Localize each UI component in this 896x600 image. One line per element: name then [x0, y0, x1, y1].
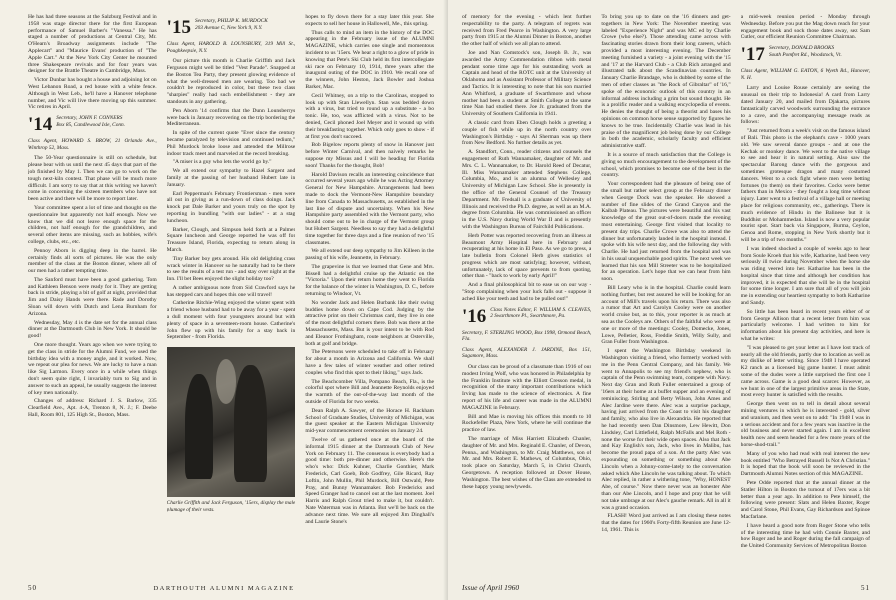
- paragraph: Pete Odde reported that at the annual dinner at the Statler Hilton in Boston the turnout of 17ers was a bit better than a year ago. In addition to Pete himself, the following were present: Slats and Helen Baxter, Roger and Carol Stone, Phil Evans, Gay Richardson and Spinoe Macfarlane.: [740, 480, 870, 520]
- paragraph: Bill and Mae is moving his offices this month to 10 Rockefeller Plaza, New York, where he will continue the practice of law.: [462, 413, 592, 434]
- photo-caption: Charlie Griffith and Jack Ferguson, '15ers, display the male plumage of their vests.: [166, 500, 296, 513]
- class-heading-14: [28, 115, 157, 134]
- secretary-name: Secretary, DONALD BROOKS: [768, 45, 835, 52]
- left-column-1: [28, 14, 157, 570]
- paragraph: Victor Dunbar has bought a house and adjoining lot on West Lebanon Road, a red house with a white fence. Although in West Leb., he'll have a Hanover telephone number, and Vic will live there moving up this summer. Vic retires in April.: [28, 77, 157, 111]
- paragraph: The Petersons were scheduled to take off in February for about a month in Arizona and California. We shall have a few tales of winter weather and other retired couples who find this spot to their liking," says Jack.: [305, 349, 435, 376]
- paragraph: Our picture this month is Charlie Griffith and Jack Ferguson might well be titled "Vest Parade". Snapped at the Boston Tea Party, they present glowing evidence of what the well-dressed men are wearing. Too bad we couldn't be reproduced in color, but these two class "sharpies" really had such embellishment - they are standouts in any gathering.: [166, 58, 296, 105]
- paragraph: of memory for the evening - which lent further respectability to the party. A telegram of regrets was received from Fred Pearce in Washington. A very large party from 1915 at the Alumni Dinner in Boston, another the other half of which we all plan to attend.: [462, 14, 592, 48]
- secretary-address: South Pomfret Rd., Woodstock, Vt.: [768, 51, 842, 58]
- right-column-2: [601, 14, 730, 570]
- paragraph: Changes of address: Richard J. S. Barlow, 335 Clearfield Ave., Apt. 4-A, Trenton 8, N. J.; F. Deebe Hall, Room 801, 125 High St., Boston, Mass.: [28, 398, 157, 419]
- paragraph: He has had three seasons at the Salzburg Festival and in 1958 was stage director there for the first European performance of Samuel Barber's "Vanessa." He has staged a number of productions at Central City, Mr. O'Hearn's Broadway assignments include "The Applecart" and "Maurice Evans' production of "The Apple Cart." At the New York City Center he mounted three Shakespeare revivals and for four years was designer for the Brattle Theatre in Cambridge, Mass.: [28, 14, 157, 75]
- paragraph: Many of you who had read with real interest the new book entitled "Who Betrayed Russell Is Not A Christian." It is hoped that the book will soon be reviewed in the Dartmouth Alumni Notes section of this MAGAZINE.: [740, 450, 870, 478]
- class-heading-17: [741, 45, 870, 64]
- paragraph: One more thought. Years ago when we were trying to get the class in stride for the Alumni Fund, we used the birthday idea with a money angle, and it worked. Now, we repeat our plea for news. We are lucky to have a man like Sig Larmon. Every once in a while when things don't seem quite right, I invariably turn to Sig and in answer to such an appeal, he usually suggests the interest of key men nationally.: [28, 342, 157, 396]
- class-heading-15: [167, 18, 296, 37]
- paragraph: No wonder Jack and Helen Burbank like their swing buddies home down on Cape Cod. Judging by the attractive print on their Christmas card, they live in one of the most delightful corners there. Bob was there at the Massachusetts, Mass. But is your intent to be with Rod and Eleanor Frothingham, route neighbors at Osterville, both at golf and bridge.: [305, 299, 435, 347]
- paragraph: The Beachcomber Villa, Pompano Beach, Fla., is the colorful spot where Bill and Jeannette Reynolds enjoyed the warmth of the out-of-the-way last month of the outside of Florida for two weeks.: [305, 378, 435, 406]
- secretary-name: Secretary, JOHN F. CONNERS: [56, 115, 123, 122]
- class-secretary-2: Secretary, F. STERLING WOOD, Box 1998, Ormond Beach, Fla.: [462, 329, 592, 343]
- paragraph: Pen Aborn '14 confirms that the Dunn Lounsberrys were back in January recovering on the trip bordering the Mediterranean.: [166, 107, 296, 128]
- left-column-2: [167, 14, 296, 570]
- paragraph: The marriage of Miss Harriett Elizabeth Chanler, daughter of Mr. and Mrs. Reginald E. Chanler, of Devon, Penna., and Washington, to Mr. Craig Matthews, son of Mr. and Mrs. Robert E. Mathews, of Columbus, Ohio, took place on Saturday, March 5, in Christ Church, Georgetown. A reception followed at Dover House, Washington. The best wishes of the Class are extended to these happy young newlyweds.: [462, 436, 592, 490]
- paragraph: I spent the Washington Birthday weekend in Washington visiting a friend, who formerly worked with me in the Penn Central Company, and his family. We went to Annapolis to see my friend's nephew, who is captain of the Penn swimming team, compete with Navy. Next day Gran and Ruth Fuller entertained a group of '16ers at their home at a buffet supper and an evening of reminiscing. Stirling and Betty Wilson, John Ames and Alec Jardine were there. Alec was a surprise package, having just arrived from the Coast to visit his daughter and family, who also live in Alexandria. He reported that he had recently seen Dan Dinsmore, Lew Hewitt, Don Lindsley, Carl Littlefield, Ralph McFalls and Mel Roth - none the worse for their wide open spaces. Also that Jack and Kay English's son, Jack, who lives in Malibu, has become the proud papa of a son. At the party Alec was expounding on something or something about Abe Lincoln when a Johnny-come-lately to the conversation asked which Abe Lincoln he was talking about. To which Alec replied, in rather a withering tone, "Why, HONEST Abe, of course." Now there never was an honester Abe than our Abe Lincoln, and I hope and pray that he will not take umbrage at our Alec's gauche remark. All in all it was a grand occasion.: [601, 348, 731, 511]
- paragraph: Our class can be proud of a classmate than 1916 of our modest Irving Wolf, who was honored in Philadelphia by the Franklin Institute with the Elliott Cresson medal, in recognition of the many important contributions which Irving has made to the science of electronics. A fine report of his life and career was made in the ALUMNI MAGAZINE in February.: [462, 364, 592, 411]
- class-year: '17: [740, 44, 765, 66]
- class-year: '14: [28, 114, 53, 136]
- paragraph: The Sanford must have been a good gathering. Tom and Kathleen Benson were ready for it. They are getting back in stride, playing a bit of golf at night, provided that Jim and Daisy Hands were there. Rade and Dorothy Sloan will down with Dutch and Lena Burnham for Arizona.: [28, 276, 157, 317]
- right-column-1: [462, 14, 591, 570]
- paragraph: I have heard a good note from Roger Stone who tells of the interesting time he had with Connie Baxter, and how Roger and he and Roger during the fall campaign of the United Community Services of Metropolitan Boston: [740, 522, 870, 550]
- paragraph: And a final philosophical bit to ease us on our way - "Stop complaining when your luck falls out - suppose it ached like your teeth and had to be pulled out!": [462, 282, 592, 302]
- paragraph: So little has been heard in recent years either of or from George Allison that a recent letter from him was particularly welcome. I had written to him for information about his present day activities, and here is what he writes:: [740, 308, 870, 343]
- page-number-right: 51: [861, 584, 870, 592]
- paragraph: Harold Davison recalls an interesting coincidence that occurred several years ago while he was Acting Attorney General for New Hampshire. Arrangements had been made to dock the Vermont-New Hampshire boundary line from Canada to Massachusetts, as established in the last line of dispute and uncertainty. When his New Hampshire party assembled with the Vermont party, who should come out to be in charge of the Vermont group but Hubert Sargent. Needless to say they had a delightful time together for three days and a fine reunion of two '15 classmates.: [305, 171, 435, 246]
- paragraph: "I was pleased to get your letter as I have lost track of nearly all the old friends, partly due to location as well as my dislike of letter writing. Since 1948 I have operated K2 ranch as a licensed big game hunter. I must admit some of the dudes were a little surprised the first one I came across. Game is a good deal scarcer. However, as we hunt in one of the largest primitive areas in the State, most every hunter is satisfied with the results.: [740, 344, 870, 399]
- left-page-columns: [28, 14, 434, 570]
- class-year: '16: [462, 305, 487, 327]
- class-secretary-info: [490, 307, 591, 320]
- class-agent: Class Agent, ALEXANDER J. JARDINE, Box 151, Sagamore, Mass.: [462, 346, 592, 360]
- paragraph: The grapevine is that we learned that Gene and Mrs. Bissell had a delightful cruise up the Atlantic on the "Victoria." Upon their return home they went to Florida for the balance of the winter in Washington, D. C., before returning to Windsor, Vt.: [305, 263, 435, 298]
- paragraph: Barker, Clough, and Simpson held forth at a Palmer Square luncheon and George reported he was off for Treasure Island, Florida, expecting to return along in March.: [166, 226, 296, 253]
- secretary-address: Box 85, Candlewood Isle, Conn.: [56, 121, 125, 128]
- paragraph: It is a source of much satisfaction that the College is giving so much encouragement to the development of the school, which promises to become one of the best in the country.: [601, 151, 731, 179]
- paragraph: Joe and Nan Comstock's son, Joseph B. Jr., was awarded the Army Commendation ribbon with metal pendant some time ago for his outstanding work as Captain and head of the ROTC unit at the University of Oklahoma and as Assistant Professor of Military Science and Tactics. It is interesting to note that his son married Ann Whitford, a graduate of Swarthmore and whose mother had been a student at Smith College at the same time Nan had studied there. Joe Jr. graduated from the University of Southern California in 1941.: [462, 49, 592, 118]
- class-agent: Class Agent, WILLIAM G. EATON, 6 Wyeth Rd., Hanover, N. H.: [740, 68, 870, 81]
- paragraph: Bill Leary who is in the hospital. Charlie could learn nothing further, but rest assured he will be looking for an account of Mill's travels upon his return. There was also a rumor that Art and Carolyn Cooley were on another world cruise but, as to this, your reporter is as much at sea as the Cooleys are. Others of the faithful who were at one or more of the meetings: Cooley, Domecke, Jones, Lowe, Pelletier, Ross, Freddie Smith, Willy Sully, and Gran Fuller from Washington.: [601, 285, 731, 346]
- paragraph: Herb Potter was reported recovering from an illness at Beaumont Army Hospital here in February and recuperating at his home in El Paso. As we go to press, a late bulletin from Colonel Herb gives statistics of progress which are most satisfying; however, without, unfortunately, lack of space prevents to from quoting, other than - "back to work by early April!": [462, 232, 592, 280]
- paragraph: Larry and Louise Rouse certainly are seeing the unusual on their trip to Indonesia! A card from Larry dated January 20, and mailed from Djakarta, pictures fantastically carved woodwork surrounding the entrance to a cave, and the accompanying message reads as follows:: [740, 85, 870, 126]
- class-secretary-info: [195, 18, 268, 31]
- paragraph: Dean Ralph A. Sawyer, of the Horace H. Rackham School of Graduate Studies, University of Michigan, was the guest speaker at the Eastern Michigan University mid-year commencement ceremonies on January 24.: [305, 407, 435, 435]
- class-agent: Class Agent, HAROLD B. LOUNSBURY, 319 Mill St., Poughkeepsie, N.Y.: [166, 41, 296, 54]
- right-column-3: [741, 14, 870, 570]
- issue-label: Issue of April 1960: [462, 583, 520, 592]
- paragraph: The 50-Year questionnaire is still on schedule, but please bear with us until the next 45 days that part of the job finished by May 1. Then we can go to work on the tough next-kiln contest. That phase will be much more difficult. I am sorry to say that at this writing we haven't come in concerning the sixteen members who have not been active and there will be more to report later.: [28, 155, 157, 203]
- paragraph: A classic card from Eben Clough holds a greeting a couple of fish while up in the north country over Washington's Birthday - says Al Sherman was up there from New Bedford. No further details as yet.: [462, 119, 592, 147]
- person-figure: [234, 365, 267, 482]
- paragraph: Bob Bigelow reports plenty of snow in Hanover just before Winter Carnival, and then naively remarks he suppose my Missus and I will be heading for Florida soon! Thanks for the thought, Bob!: [305, 142, 435, 169]
- paragraph: a mid-week reunion period - Monday through Wednesday. Before you put the Mag down reach for your engagement book and sock those dates away, sez Sam Cutler, our efficient Reunion Committee Chairman.: [740, 14, 870, 41]
- paragraph: A. Standfort, Conn., reader citizens and counsels the engagement of Ruth Wannamaker, daughter of Mr. and Mrs. C. L. Wannamaker, to Dr. Harold Reed of Decatur, Ill. Miss Wannamaker attended Stephens College, Columbia, Mo., and is an alumna of Wellesley and University of Michigan Law School. She is presently in the office of the General Counsel of the Treasury Department. Mr. Fredsall is a graduate of University of Illinois and received the Ph.D. degree, as well as an M.A. degree from Columbia. He was commissioned an officer in the U.S. Navy during World War II and is presently with the Washington Bureau of Fairchild Publications.: [462, 149, 592, 230]
- class-photo: [167, 347, 296, 497]
- paragraph: We all extend our deep sympathy to Jim Killeen in the passing of his wife, Jeannette, in February.: [305, 248, 435, 262]
- paragraph: In spite of the current quote "Ever since the century became paralyzed by television and continued tedium," Phil Murdock broke loose and attended the Millrose indoor track meet and marveled at the record breaking.: [166, 130, 296, 157]
- paragraph: Cecil Whitney, on a trip to the Carolinas, stopped to look up with Stan Llewellyn. Stan was bedded down with a virus, but tried to round up a substitute - a bo tonic. He, too, was afflicted with a virus. Not to be denied, Cecil phoned Joel Meyer and it wound up with their breakfasting together. Which only goes to show - if at first you don't succeed.: [305, 92, 435, 140]
- paragraph: A rather ambiguous note from Sid Crawford says he has stepped cars and hopes this one will travel!: [166, 284, 296, 298]
- paragraph: Thus calls to mind an item in the history of the DOC appearing in the February issue of the ALUMNI MAGAZINE, which carries one single and momentous incident to us '15ers. We hear a right to a glow of pride in knowing that Pete's Ski Club held its first intercollegiate ski race on February 10, 1914, three years after the inaugural outing of the DOC in 1910. We recall one of the winners, John Heston, Jack Bowler and Joshua Barker, Mac.: [305, 29, 435, 90]
- paragraph: George then went on to tell in detail about several mining ventures in which he is interested - gold, silver and uranium, and then went on to add: "In 1948 I was in a serious accident and for a few years was inactive in the old business and never started again. I am in excellent health now and seem headed for a few more years of the horse-shod-trail.": [740, 401, 870, 449]
- paragraph: Your correspondent had the pleasure of being one of the small but rather select group at the February dinner when George Dock was the speaker. He showed a number of fine slides of the Grand Canyon and the Kaibab Plateau. The pictures were beautiful and his vast knowledge of the great out-of-doors made the evening most entertaining. George first visited that locality to present day trips. Charlie Crowe was also to attend the dinner but unfortunately landed in the hospital instead. I spoke with his wife next day, and the following day with Charlie. He had just returned from the hospital and was in his usual unquenchable good spirits. The next week we learned that his son Mill Streeter was to be hospitalized for an operation. Let's hope that we can hear from him soon.: [601, 181, 731, 283]
- secretary-name: Secretary, PHILIP K. MURDOCK: [194, 18, 268, 24]
- paragraph: We all extend our sympathy to Hazel Sargent and family at the passing of her husband Hubert late in January.: [166, 168, 296, 188]
- person-figure: [185, 374, 213, 479]
- page-number-left: 50: [28, 584, 37, 592]
- paragraph: "Just returned from a week's visit on the famous island of Bali. This photo is the elephant's cave - 1000 years old. We saw several dance groups - and at one the Kechak or monkey dance. We went to the native village to see and hear it in natural setting. Also saw the spectacular Barong dance with the gorgeous and sometimes grotesque dragon and many costumed dancers. Went to a cock fight where men were betting fortunes (to them) on their favorites. Cocks were better fathers than in Mexico - they fought a long time without injury. Later went to a festival of a village hall or meeting place for religious community, etc., gatherings. There is much evidence of Hindu in the Balinese but it is Buddhist or Mohammedan. Island is now a very popular tourist spot. Start back via Singapore, Burma, Ceylon, Genoa and Rome, stopping in New York shortly but it will be a trip of two months.": [740, 128, 870, 243]
- class-heading-16: [462, 307, 591, 326]
- paragraph: Pennoy Aborn is digging deep in the barrel. He certainly finds all sorts of pictures. He was the only member of the class at the Boston dinner, where all of our men had a rather tempting time.: [28, 247, 157, 275]
- magazine-name: DARTHOUTH ALUMNI MAGAZINE: [153, 585, 295, 592]
- paragraph: hopes to fly down there for a stay later this year. She expects to sell her house in Hallowell, Me., this spring.: [305, 14, 435, 27]
- paragraph: Catherine Ritchie-Wing enjoyed the winter spent with a friend whose husband had to be away for a year - spent a dull moment with four youngsters around but with plenty of space in a seventeen-room house. Catherine's John flew up with his family for a stay back in September - from Florida.: [166, 300, 296, 341]
- class-year: '15: [166, 17, 191, 38]
- paragraph: To bring you up to date on the '16 dinners and get-togethers in New York: The November meeting was labeled "Experience Night" and was MC ed by Charlie Crowe (who else?). Those attending came across with fascinating stories drawn from their long careers, which provided a most interesting evening. The December meeting furnished a variety - a joint evening with the '15 and '17 at the Harvard Club - a Club Rich arranged and illustrated talk about the Scandinavian countries. In January Charlie Brandage, who is dubbed by some of the men of other classes as "the Rock of Gibraltar" of '16," spoke of the economic outlook of this country in an informal address including a grim but sound thought. He is a prolific reader and a walking encyclopedia of events. He denies the thought of being a theorist and bases his opinions on common horse sense supported by figures he knows to be true. Incidentally Charlie was lead in his praise of the magnificent job being done by our College in both the academic, scholarly faculty and efficient administrative staff.: [601, 14, 731, 150]
- paragraph: Twelve of us gathered once at the board of the informal 1915 dinner at the Dartmouth Club of New York on February 11. The consensus is everybody had a good time: both pre-dinner and otherwise. Here's the who's who: Dick Kuhner, Charlie Gonthier, Mark Frederick, Carl Goeb, Bob Godfrey, Gile Ricard, Ray Loftin, John Mullin, Phil Murdock, Bill Ostwald, Pete Pray, and Bunny Wannamaker. Bob Fredericks and Speed Granger had to cancel out at the last moment. Joel Harris and Ralph Grout tried to make it, but couldn't. Nate Waterman was in Atlanta. But we'll be back on the advance next time. We sure all enjoyed Jim Dinghall's and Laurie Stone's: [305, 437, 435, 525]
- right-page-columns: [462, 14, 870, 570]
- paragraph: FLASH! Word just arrived as I am closing these notes that the dates for 1960's Forty-fifth Reunion are June 12-14, 1961. This is: [601, 513, 731, 533]
- paragraph: "A miser is a guy who lets the world go by.": [172, 159, 272, 166]
- paragraph: Wednesday, May 4 is the date set for the annual class dinner at the Dartmouth Club in New York. It should be good!: [28, 319, 157, 340]
- class-agent: Class Agent, HOWARD S. BROW, 21 Orlando Ave., Winthrop 52, Mass.: [28, 138, 157, 151]
- right-page: [448, 0, 896, 600]
- class-secretary-info: [56, 115, 125, 128]
- left-column-3: [305, 14, 434, 570]
- paragraph: Earl Pepperman's February Frontiersman - men were all out in giving as a run-down of class doings. Jack knock put Dale Barker and yours truly on the spot by reporting in bundling "with our ladies" - at a stag luncheon.: [166, 190, 296, 224]
- secretary-name: Class Notes Editor, F. WILLIAM S. CLEAVES, 2 Swarthmore Pl., Swarthmore, Pa.: [490, 306, 592, 320]
- class-secretary-info: [769, 45, 842, 58]
- secretary-address: 203 Avenue C, New York 9, N.Y.: [194, 24, 263, 31]
- paragraph: I was indeed shocked a couple of weeks ago to hear from Soule Kroeh that his wife, Katharine, had been very seriously ill twice during November when the horse she was riding veered into her. Katharine has been in the hospital since that time and although her condition has improved, it is expected that she will be in the hospital for some time longer. I am sure that all of you will join me in extending our heartiest sympathy to both Katharine and Sandy.: [740, 245, 870, 307]
- paragraph: Tiny Barker boy gets around. His old delighting crass wrack winter in Hanover so he naturally had to be there to see the results of a test run - and stay over night at the Inn. I'll bet Bees enjoyed the slight holiday too?: [166, 255, 296, 283]
- paragraph: Your committee spent a lot of time and thought on the questionnaire but apparently not half enough. Now we know that we did not leave enough space for the children, not half enough for the grandchildren, and several other items are missing, such as hobbies, wife's college, clubs, etc., etc.: [28, 204, 157, 245]
